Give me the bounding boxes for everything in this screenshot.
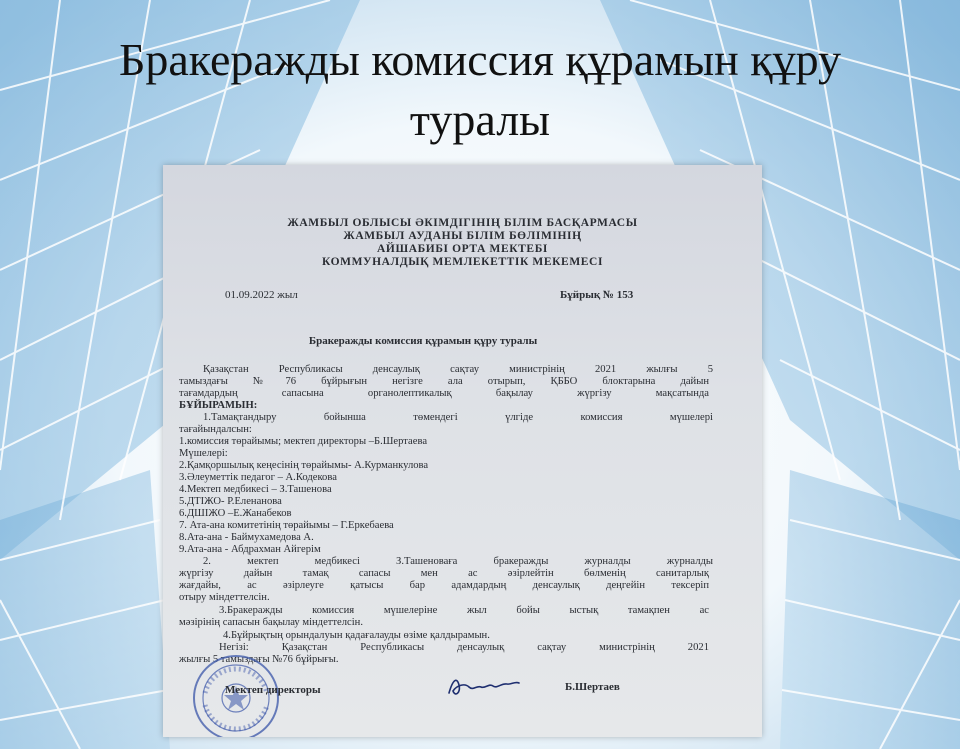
- doc-line-4: БҰЙЫРАМЫН:: [179, 400, 258, 411]
- slide-title-line-1: Бракеражды комиссия құрамын құру: [118, 34, 842, 85]
- doc-line-15: 8.Ата-ана - Баймухамедова А.: [179, 532, 314, 543]
- doc-line-20: отыру міндеттелсін.: [179, 592, 270, 603]
- doc-line-22: мәзірінің сапасын бақылау міндеттелсін.: [179, 617, 363, 628]
- doc-line-12: 5.ДТІЖО- Р.Еленанова: [179, 496, 282, 507]
- doc-line-1: Қазақстан Республикасы денсаулық сақтау министрінің 2021 жылғы 5: [203, 364, 713, 375]
- doc-header-line-4: КОММУНАЛДЫҚ МЕМЛЕКЕТТІК МЕКЕМЕСІ: [321, 256, 604, 268]
- doc-line-24: Негізі: Қазақстан Республикасы денсаулық сақтау министрінің 2021: [219, 642, 709, 653]
- doc-line-7: 1.комиссия төрайымы; мектеп директоры –Б.Шертаева: [179, 436, 428, 447]
- doc-header-line-3: АЙШАБИБІ ОРТА МЕКТЕБІ: [377, 243, 548, 255]
- doc-order-number: Бұйрық № 153: [560, 289, 634, 301]
- signature-role: Мектеп директоры: [225, 684, 321, 696]
- doc-line-23: 4.Бұйрықтың орындалуын қадағалауды өзіме қалдырамын.: [223, 630, 490, 641]
- signature-name: Б.Шертаев: [565, 681, 620, 693]
- doc-line-18: жүргізу дайын тамақ сапасы мен ас әзірлейтін бөлменің санитарлық: [179, 568, 709, 579]
- slide-title: [0, 30, 960, 150]
- doc-line-16: 9.Ата-ана - Абдрахман Айгерім: [179, 544, 321, 555]
- doc-line-21: 3.Бракеражды комиссия мүшелеріне жыл бойы ыстық тамақпен ас: [219, 605, 709, 616]
- doc-line-11: 4.Мектеп медбикесі – З.Ташенова: [179, 484, 332, 495]
- doc-line-3: тағамдардың сапасына органолептикалық бақылау жүргізу мақсатында: [179, 388, 709, 399]
- handwritten-signature-icon: [443, 671, 523, 701]
- doc-line-14: 7. Ата-ана комитетінің төрайымы – Г.Еркебаева: [179, 520, 394, 531]
- doc-line-9: 2.Қамқоршылық кеңесінің төрайымы- А.Курманкулова: [179, 460, 429, 471]
- doc-date: 01.09.2022 жыл: [225, 289, 298, 301]
- slide-title-line-2: туралы: [409, 94, 551, 145]
- doc-header-line-1: ЖАМБЫЛ ОБЛЫСЫ ӘКІМДІГІНІҢ БІЛІМ БАСҚАРМАСЫ: [287, 217, 638, 229]
- doc-line-17: 2. мектеп медбикесі З.Ташеноваға бракеражды журналды журналды: [203, 556, 713, 567]
- doc-subject: Бракеражды комиссия құрамын құру туралы: [308, 335, 538, 347]
- doc-line-8: Мүшелері:: [179, 448, 228, 459]
- doc-line-10: 3.Әлеуметтік педагог – А.Кодекова: [179, 472, 337, 483]
- doc-header-line-2: ЖАМБЫЛ АУДАНЫ БІЛІМ БӨЛІМІНІҢ: [343, 230, 582, 242]
- doc-line-19: жағдайы, ас әзірлеуге қатысы бар адамдардың денсаулық деңгейін тексеріп: [179, 580, 709, 591]
- doc-line-13: 6.ДШІЖО –Е.Жанабеков: [179, 508, 292, 519]
- doc-line-2: тамыздағы №76 бұйрығын негізге ала отырып, ҚББО блоктарына дайын: [179, 376, 709, 387]
- doc-line-6: тағайындалсын:: [179, 424, 252, 435]
- doc-line-25: жылғы 5 тамыздағы №76 бұйрығы.: [179, 654, 339, 665]
- doc-line-5: 1.Тамақтандыру бойынша төмендегі үлгіде комиссия мүшелері: [203, 412, 713, 423]
- order-document-photo: [163, 165, 762, 737]
